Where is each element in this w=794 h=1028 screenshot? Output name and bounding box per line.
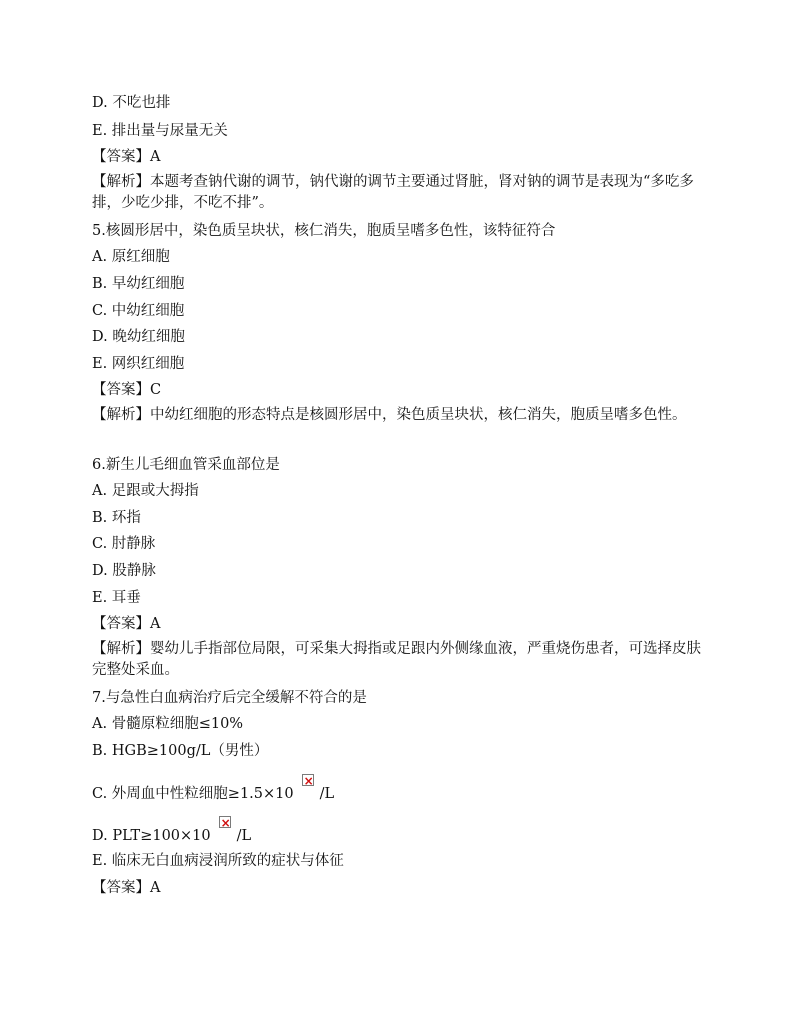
question-6: 6.新生儿毛细血管采血部位是 [92,457,280,473]
broken-image-icon [219,816,231,828]
option-e-q4: E. 排出量与尿量无关 [92,123,228,139]
option-a-q5: A. 原红细胞 [92,249,170,265]
option-e-q5: E. 网织红细胞 [92,356,185,372]
option-d-q7-text: D. PLT≥100×10 [92,828,211,844]
option-d-q5: D. 晚幼红细胞 [92,329,185,345]
answer-q7: 【答案】A [92,880,161,896]
option-c-q6: C. 肘静脉 [92,536,156,552]
option-c-q7 [92,783,714,805]
option-d-q7 [92,825,714,847]
option-c-q5: C. 中幼红细胞 [92,303,185,319]
question-7: 7.与急性白血病治疗后完全缓解不符合的是 [92,690,367,706]
option-d-q4: D. 不吃也排 [92,95,171,111]
option-e-q6: E. 耳垂 [92,590,141,606]
option-d-q7-unit: /L [236,828,252,844]
analysis-q6: 【解析】婴幼儿手指部位局限，可采集大拇指或足跟内外侧缘血液，严重烧伤患者，可选择皮肤完整处采血。 [92,641,701,678]
analysis-q5: 【解析】中幼红细胞的形态特点是核圆形居中，染色质呈块状，核仁消失，胞质呈嗜多色性。 [92,407,687,423]
question-5: 5.核圆形居中，染色质呈块状，核仁消失，胞质呈嗜多色性，该特征符合 [92,223,556,239]
option-d-q6: D. 股静脉 [92,563,156,579]
option-b-q5: B. 早幼红细胞 [92,276,185,292]
option-a-q6: A. 足跟或大拇指 [92,483,199,499]
answer-q6: 【答案】A [92,616,161,632]
analysis-q4: 【解析】本题考查钠代谢的调节，钠代谢的调节主要通过肾脏，肾对钠的调节是表现为“多吃多排，少吃少排，不吃不排”。 [92,174,694,211]
option-e-q7: E. 临床无白血病浸润所致的症状与体征 [92,853,344,869]
broken-image-icon [302,774,314,786]
option-b-q7: B. HGB≥100g/L（男性） [92,743,269,759]
option-c-q7-unit: /L [319,786,335,802]
answer-q5: 【答案】C [92,382,162,398]
answer-q4: 【答案】A [92,149,161,165]
option-a-q7: A. 骨髓原粒细胞≤10% [92,716,244,732]
option-b-q6: B. 环指 [92,510,141,526]
option-c-q7-text: C. 外周血中性粒细胞≥1.5×10 [92,786,294,802]
